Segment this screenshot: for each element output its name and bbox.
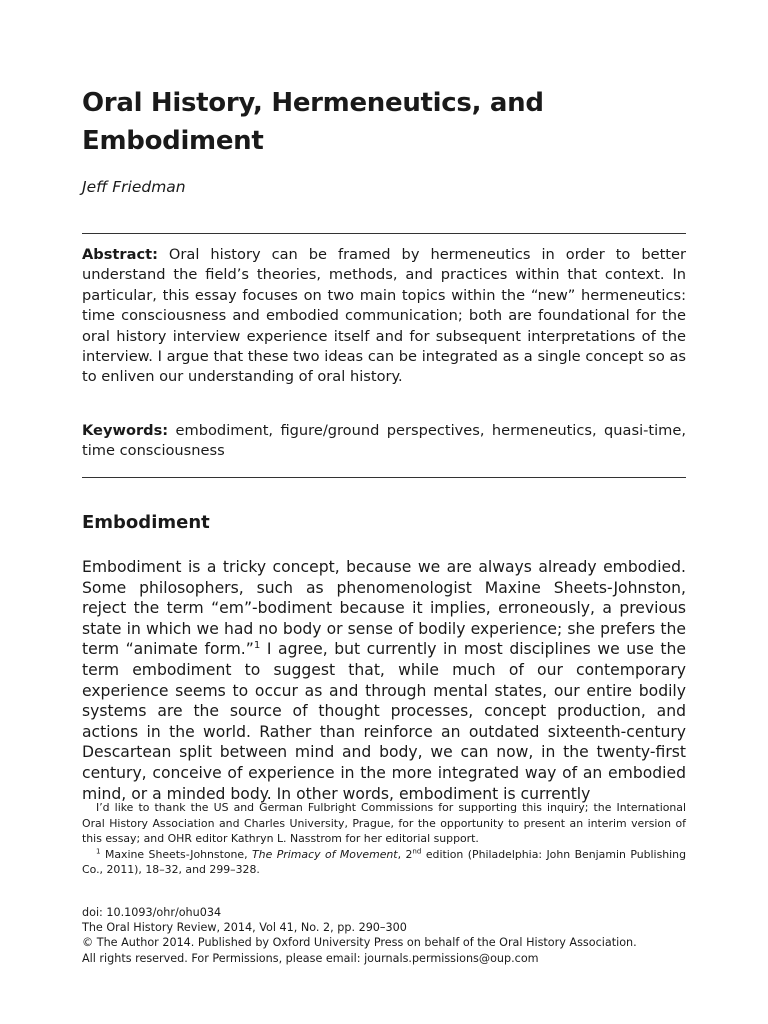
body-paragraph [82,557,686,803]
footnote-1-book-title: The Primacy of Movement [252,847,398,861]
abstract [82,245,686,388]
footnote-ref-1[interactable]: 1 [253,640,261,652]
body-text-part2: I agree, but currently in most disciplines we use the term embodiment to suggest that, while much of our contemporary experience seems to occur as and through mental states, our entire bodily systems are the source of thought processes, concept production, and actions in the world. Rather than reinforce an outdated sixteenth-century Descartean split between mind and body, we can now, in the twenty-first century, conceive of experience in the more integrated way of an embodied mind, or a minded body. In other words, embodiment is currently [82,640,686,803]
footnote-1: $^1$ Maxine Sheets-Johnstone, The Primacy of Movement, 2nd edition (Philadelphia: John Benjamin Publishing Co., 2011), 18–32, and 299–328. [82,845,686,876]
footnote-1-marker: 1 [96,845,101,855]
publication-info [82,905,686,966]
divider-bottom [82,477,686,478]
keywords [82,421,686,462]
copyright: © The Author 2014. Published by Oxford University Press on behalf of the Oral History Association. [82,936,637,950]
section-heading: Embodiment [82,512,210,533]
author-name: Jeff Friedman [82,178,186,196]
article-title: Oral History, Hermeneutics, and Embodiment [82,88,544,156]
body-text-part1: Embodiment is a tricky concept, because we are always already embodied. Some philosophers, such as phenomenologist Maxine Sheets-Johnston, reject the term “em”-bodiment because it implies, erroneously, a previous state in which we had no body or sense of bodily experience; she prefers the term “animate form.” [82,558,686,659]
doi[interactable]: doi: 10.1093/ohr/ohu034 [82,906,222,919]
abstract-text: Oral history can be framed by hermeneutics in order to better understand the field’s theories, methods, and practices within that context. In particular, this essay focuses on two main topics within the “new” hermeneutics: time consciousness and embodied communication; both are foundational for the oral history interview experience itself and for subsequent interpretations of the interview. I argue that these two ideas can be integrated as a single concept so as to enliven our understanding of oral history. [82,246,687,386]
acknowledgement-note: I’d like to thank the US and German Fulbright Commissions for supporting this inquiry; the International Oral History Association and Charles University, Prague, for the opportunity to present an interim version of this essay; and OHR editor Kathryn L. Nasstrom for her editorial support. [82,801,686,845]
abstract-label: Abstract: [82,246,158,263]
keywords-text: embodiment, figure/ground perspectives, hermeneutics, quasi-time, time consciousness [82,422,686,460]
divider-top [82,233,686,234]
footnotes [82,800,686,878]
journal-citation: The Oral History Review, 2014, Vol 41, No. 2, pp. 290–300 [82,921,407,935]
keywords-label: Keywords: [82,422,169,439]
permissions: All rights reserved. For Permissions, please email: journals.permissions@oup.com [82,951,539,965]
